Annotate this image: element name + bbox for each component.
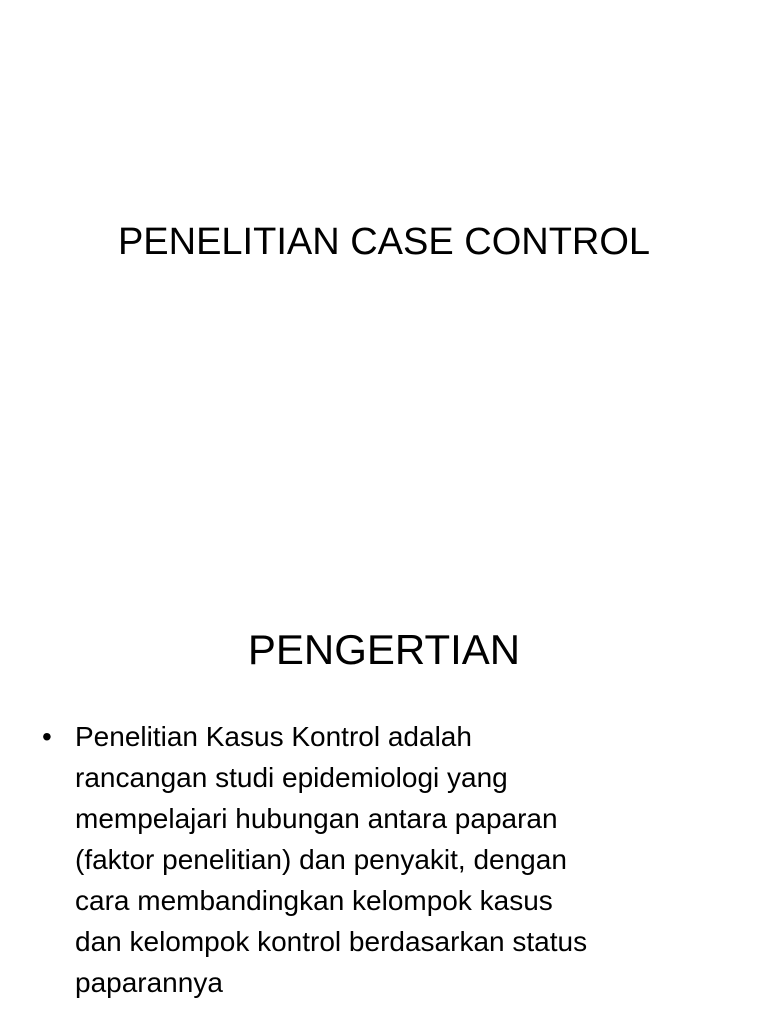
- bullet-item: [40, 716, 720, 1003]
- bullet-line: cara membandingkan kelompok kasus: [75, 885, 553, 916]
- slide-1-title: PENELITIAN CASE CONTROL: [117, 221, 651, 263]
- slide-2-title: PENGERTIAN: [247, 626, 521, 673]
- bullet-line: paparannya: [75, 967, 223, 998]
- bullet-line: Penelitian Kasus Kontrol adalah: [75, 721, 472, 752]
- bullet-marker: •: [42, 721, 52, 752]
- bullet-line: rancangan studi epidemiologi yang: [75, 762, 508, 793]
- slide-2: [0, 512, 768, 1024]
- bullet-line: (faktor penelitian) dan penyakit, dengan: [75, 844, 567, 875]
- bullet-line: mempelajari hubungan antara paparan: [75, 803, 558, 834]
- bullet-line: dan kelompok kontrol berdasarkan status: [75, 926, 588, 957]
- bullet-list: [40, 716, 720, 1003]
